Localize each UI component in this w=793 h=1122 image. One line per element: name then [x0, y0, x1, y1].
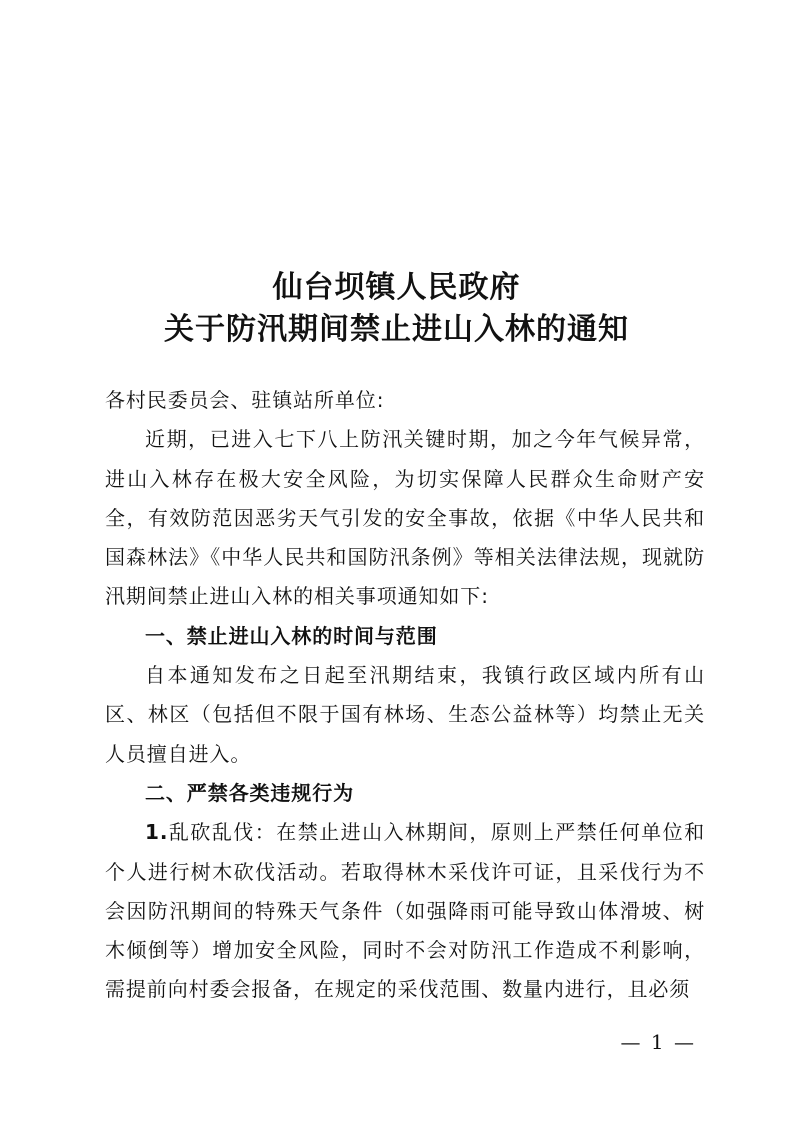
item-1-text: 乱砍乱伐：在禁止进山入林期间，原则上严禁任何单位和个人进行树木砍伐活动。若取得林木采伐许可证，且采伐行为不会因防汛期间的特殊天气条件（如强降雨可能导致山体滑坡、树木倾倒等）增加安全风险，同时不会对防汛工作造成不利影响，需提前向村委会报备，在规定的采伐范围、数量内进行，且必须	[105, 820, 705, 1002]
item-1-number: 1.	[145, 820, 169, 845]
page-number: — 1 —	[620, 1030, 696, 1054]
section-1-paragraph: 自本通知发布之日起至汛期结束，我镇行政区域内所有山区、林区（包括但不限于国有林场、生态公益林等）均禁止无关人员擅自进入。	[105, 663, 705, 766]
section-2-item-1	[105, 813, 705, 1009]
salutation: 各村民委员会、驻镇站所单位:	[105, 388, 385, 412]
intro-paragraph: 近期，已进入七下八上防汛关键时期，加之今年气候异常，进山入林存在极大安全风险，为切实保障人民群众生命财产安全，有效防范因恶劣天气引发的安全事故，依据《中华人民共和国森林法》《中华人民共和国防汛条例》等相关法律法规，现就防汛期间禁止进山入林的相关事项通知如下:	[105, 427, 705, 609]
document-body	[105, 381, 705, 1010]
title-line-1: 仙台坝镇人民政府	[272, 270, 521, 305]
section-2-heading: 二、严禁各类违规行为	[145, 780, 354, 805]
title-line-2: 关于防汛期间禁止进山入林的通知	[164, 312, 629, 347]
section-1-heading: 一、禁止进山入林的时间与范围	[145, 623, 438, 648]
